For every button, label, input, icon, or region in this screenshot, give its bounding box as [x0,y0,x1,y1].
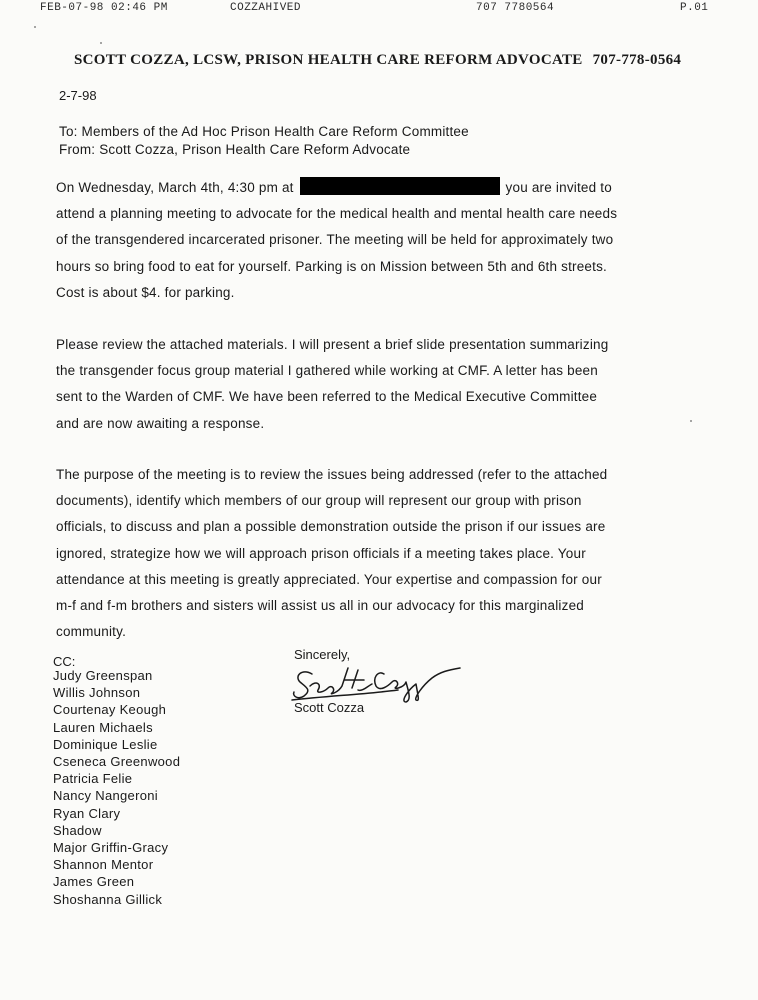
scan-speck [100,42,102,44]
cc-recipient: Judy Greenspan [53,668,153,683]
cc-recipient: Cseneca Greenwood [53,754,181,770]
paragraph-line: Cost is about $4. for parking. [56,284,235,300]
paragraph-line: ignored, strategize how we will approach prison officials if a meeting takes place. Your [56,545,586,561]
cc-recipient: Lauren Michaels [53,719,153,735]
paragraph-meeting-details [56,175,696,306]
fax-date-time: FEB-07-98 02:46 PM [40,2,168,14]
paragraph-line: community. [56,624,127,640]
cc-recipient: Courtenay Keough [53,702,167,718]
paragraph-line: documents), identify which members of our group will represent our group with prison [56,493,582,509]
cc-recipient: Nancy Nangeroni [53,788,158,804]
handwritten-signature [288,660,468,704]
letterhead [74,52,714,69]
paragraph-line-text: On Wednesday, March 4th, 4:30 pm at [56,180,294,195]
cc-recipient: James Green [53,874,135,890]
letter-date: 2-7-98 [59,88,97,103]
cc-recipient: Ryan Clary [53,805,121,821]
fax-page: P.01 [680,2,709,14]
scan-speck [690,420,692,422]
fax-number: 707 7780564 [476,2,555,14]
cc-recipient: Shannon Mentor [53,857,154,873]
scan-speck [34,26,36,28]
paragraph-line-text: you are invited to [505,180,612,195]
fax-sender: COZZAHIVED [230,2,302,14]
cc-recipient: Major Griffin-Gracy [53,840,169,856]
cc-recipient: Shadow [53,822,102,838]
paragraph-meeting-purpose [56,462,696,645]
paragraph-line: of the transgendered incarcerated prisoner. The meeting will be held for approximately two [56,232,614,248]
paragraph-line: hours so bring food to eat for yourself. Parking is on Mission between 5th and 6th streets. [56,258,607,274]
paragraph-line: attendance at this meeting is greatly appreciated. Your expertise and compassion for our [56,571,602,587]
cc-recipient: Patricia Felie [53,771,133,787]
redaction-bar [300,177,500,195]
from-line: From: Scott Cozza, Prison Health Care Reform Advocate [59,142,411,157]
cc-recipient: Shoshanna Gillick [53,891,163,907]
paragraph-line: and are now awaiting a response. [56,415,265,431]
cc-list [53,667,180,908]
signer-name: Scott Cozza [294,700,365,715]
fax-header [0,2,758,16]
to-line: To: Members of the Ad Hoc Prison Health Care Reform Committee [59,124,469,139]
letterhead-name: SCOTT COZZA, LCSW, PRISON HEALTH CARE REFORM ADVOCATE [74,52,583,68]
paragraph-line: sent to the Warden of CMF. We have been referred to the Medical Executive Committee [56,389,598,405]
paragraph-line: The purpose of the meeting is to review the issues being addressed (refer to the attached [56,467,608,482]
letterhead-phone: 707-778-0564 [592,52,682,68]
paragraph-line: m-f and f-m brothers and sisters will assist us all in our advocacy for this marginalized [56,598,584,614]
closing: Sincerely, [294,647,351,662]
paragraph-line: attend a planning meeting to advocate for the medical health and mental health care needs [56,206,618,222]
cc-label: CC: [53,654,76,669]
paragraph-review-materials [56,332,696,437]
paragraph-line: officials, to discuss and plan a possible demonstration outside the prison if our issues are [56,519,606,535]
paragraph-line [56,175,696,201]
paragraph-line: Please review the attached materials. I will present a brief slide presentation summarizing [56,337,609,352]
paragraph-line: the transgender focus group material I gathered while working at CMF. A letter has been [56,363,598,379]
cc-recipient: Willis Johnson [53,685,141,701]
cc-recipient: Dominique Leslie [53,736,158,752]
